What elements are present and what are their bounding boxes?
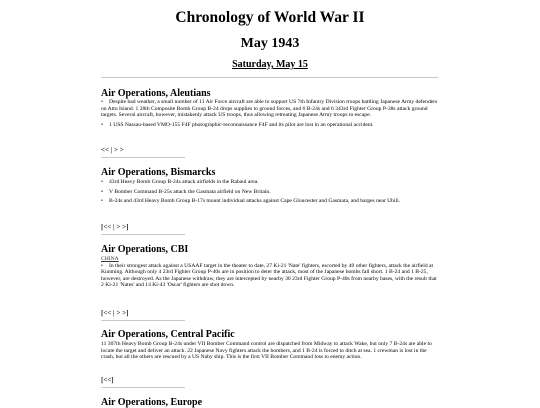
section-title-cbi: Air Operations, CBI <box>101 244 189 255</box>
bullet-icon: • <box>101 262 103 269</box>
list-item: • In their strongest attack against a USAAF target in the theater to date, 27 Ki-21 'Nate' fighters, escorted by 40 other fighters, attack the airfield at Kunming. Although only 4 23rd Fighter Group P-40s are in position to deter the attack, most of the Japanese bombs fall short. 1 B-24 and 1 B-25, however, are destroyed. As the Japanese withdraw, they are intercepted by nearby 30 23rd Fighter Group P-40s from nearby bases, with the result that 2 Ki-21 'Nates' and 14 Ki-43 'Oscar' fighters are shot down. <box>101 262 437 289</box>
divider <box>101 157 185 158</box>
list-item: • 43rd Heavy Bomb Group B-24s attack airfields in the Rabaul area. <box>101 179 259 185</box>
subheading-china: CHINA <box>101 256 119 262</box>
list-item: • 1 USS Nassau-based VMO-155 F4F photographic-reconnaissance F4F and its pilot are lost in an operational accident. <box>101 121 374 128</box>
section-nav-cbi[interactable]: [<< | > >] <box>101 309 129 317</box>
section-title-central-pacific: Air Operations, Central Pacific <box>101 329 235 340</box>
section-nav-central-pacific[interactable]: [<<] <box>101 376 114 384</box>
divider <box>101 387 185 388</box>
list-item: • Despite bad weather, a small number of 11 Air Force aircraft are able to support US 7th Infantry Division troops battling Japanese Army defenders on Attu Island. 1 28th Composite Bomb Group B-24 drops supplies to ground forces, and 6 B-24s and 6 343rd Fighter Group P-38s attack ground targets. Several aircraft, however, mistakenly attack US troops, thus allowing retreating Japanese Army troops to escape. <box>101 99 438 119</box>
section-body-cbi <box>101 256 438 292</box>
site-title: Chronology of World War II <box>175 9 365 26</box>
bullet-icon: • <box>101 99 103 105</box>
section-title-europe: Air Operations, Europe <box>101 397 203 408</box>
section-body-bismarcks <box>101 179 438 208</box>
date-title: Saturday, May 15 <box>232 59 308 70</box>
section-title-aleutians: Air Operations, Aleutians <box>101 88 211 99</box>
bullet-icon: • <box>101 179 103 185</box>
section-nav-aleutians[interactable]: << | > > <box>101 146 124 154</box>
section-nav-bismarcks[interactable]: [<< | > >] <box>101 223 129 231</box>
section-title-bismarcks: Air Operations, Bismarcks <box>101 167 216 178</box>
section-body-central-pacific <box>101 341 438 364</box>
divider <box>101 77 438 78</box>
paragraph: 11 307th Heavy Bomb Group B-24s under VII Bomber Command control are dispatched from Midway to attack Wake, but only 7 B-24s are able to locate the target and deliver an attack. 22 Japanese Navy fighters attack the bombers, and 1 B-24 is forced to ditch at sea. 1 crewman is lost in the crash, but all the others are rescued by a US Naby ship. This is the first VII Bomber Command loss to enemy action. <box>101 341 432 361</box>
divider <box>101 320 185 321</box>
section-body-aleutians <box>101 99 438 131</box>
bullet-icon: • <box>101 188 103 195</box>
divider <box>101 234 185 235</box>
bullet-icon: • <box>101 198 103 205</box>
month-title: May 1943 <box>240 36 300 51</box>
list-item: • B-24s and 43rd Heavy Bomb Group B-17s mount individual attacks against Cape Gloucester and Gasmata, and barges near Ubili. <box>101 198 401 205</box>
bullet-icon: • <box>101 121 103 128</box>
list-item: • V Bomber Command B-25s attack the Gasmata airfield on New Britain. <box>101 188 271 195</box>
